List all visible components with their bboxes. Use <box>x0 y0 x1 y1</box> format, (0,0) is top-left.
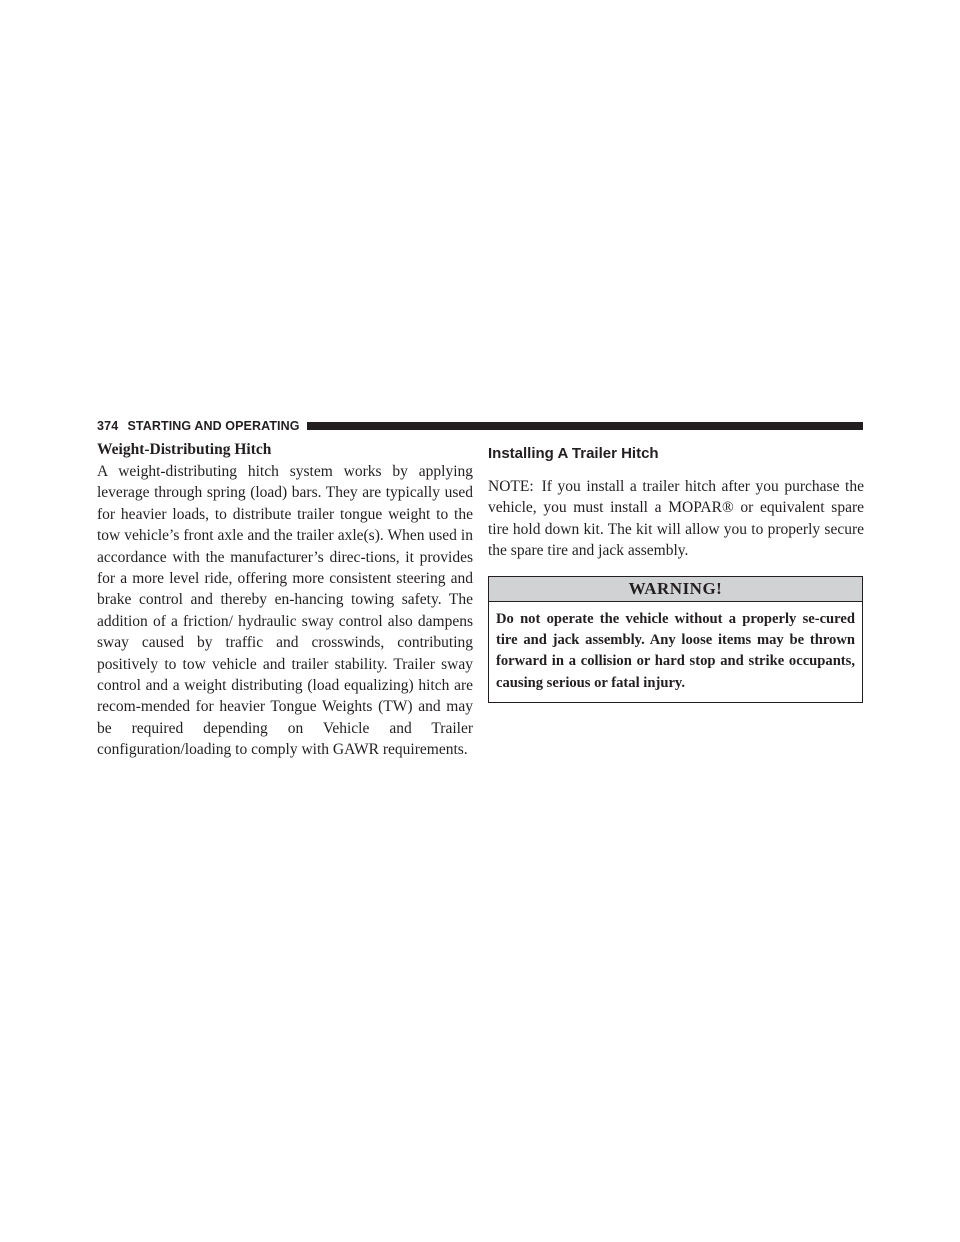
left-column <box>97 440 473 761</box>
header-rule <box>307 422 863 430</box>
weight-distributing-hitch-paragraph: A weight-distributing hitch system works by applying leverage through spring (load) bars. They are typically used for heavier loads, to distribute trailer tongue weight to the tow vehicle’s front axle and the trailer axle(s). When used in accordance with the manufacturer’s direc-tions, it provides for a more level ride, offering more consistent steering and brake control and thereby en-hancing towing safety. The addition of a friction/ hydraulic sway control also dampens sway caused by traffic and crosswinds, contributing positively to tow vehicle and trailer stability. Trailer sway control and a weight distributing (load equalizing) hitch are recom-mended for heavier Tongue Weights (TW) and may be required depending on Vehicle and Trailer configuration/loading to comply with GAWR requirements. <box>97 463 473 759</box>
section-title: STARTING AND OPERATING <box>127 419 300 433</box>
note-text: If you install a trailer hitch after you purchase the vehicle, you must install a MOPAR® or equivalent spare tire hold down kit. The kit will allow you to properly secure the spare tire and jack assembly. <box>488 478 864 560</box>
right-column <box>488 440 864 703</box>
note-label: NOTE: <box>488 478 534 495</box>
weight-distributing-hitch-heading: Weight-Distributing Hitch <box>97 441 272 458</box>
page-number: 374 <box>97 419 119 433</box>
warning-title: WARNING! <box>489 577 862 602</box>
page-header <box>97 418 863 434</box>
warning-text: Do not operate the vehicle without a properly se-cured tire and jack assembly. Any loose items may be thrown forward in a collision or hard stop and strike occupants, causing serious or fatal injury. <box>496 610 855 691</box>
installing-trailer-hitch-heading: Installing A Trailer Hitch <box>488 445 659 462</box>
note-paragraph <box>488 476 864 562</box>
warning-box <box>488 576 863 704</box>
